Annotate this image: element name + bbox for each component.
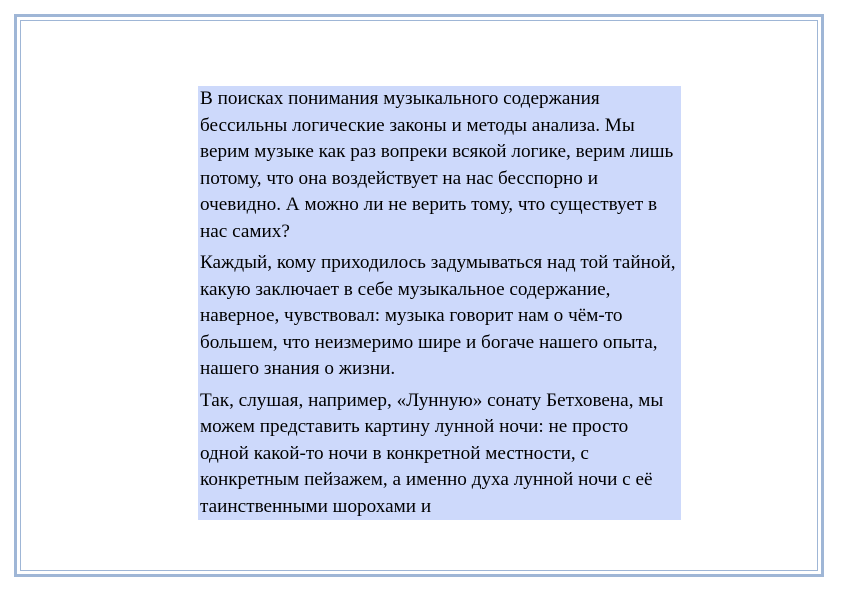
paragraph-2: Каждый, кому приходилось задумываться над той тайной, какую заключает в себе музыкальное содержание, наверное, чувствовал: музыка говорит нам о чём-то большем, что неизмеримо шире и богаче нашего опыта, нашего знания о жизни. [200, 252, 676, 379]
paragraph-3: Так, слушая, например, «Лунную» сонату Бетховена, мы можем представить картину лунной ночи: не просто одной какой-то ночи в конкретной местности, с конкретным пейзажем, а именно духа лунной ночи с её таинственными шорохами и [200, 389, 664, 517]
paragraph-1: В поисках понимания музыкального содержания бессильны логические законы и методы анализа. Мы верим музыке как раз вопреки всякой логике, верим лишь потому, что она воздействует на нас бесспорно и очевидно. А можно ли не верить тому, что существует в нас самих? [200, 88, 674, 242]
text-box [198, 86, 681, 520]
